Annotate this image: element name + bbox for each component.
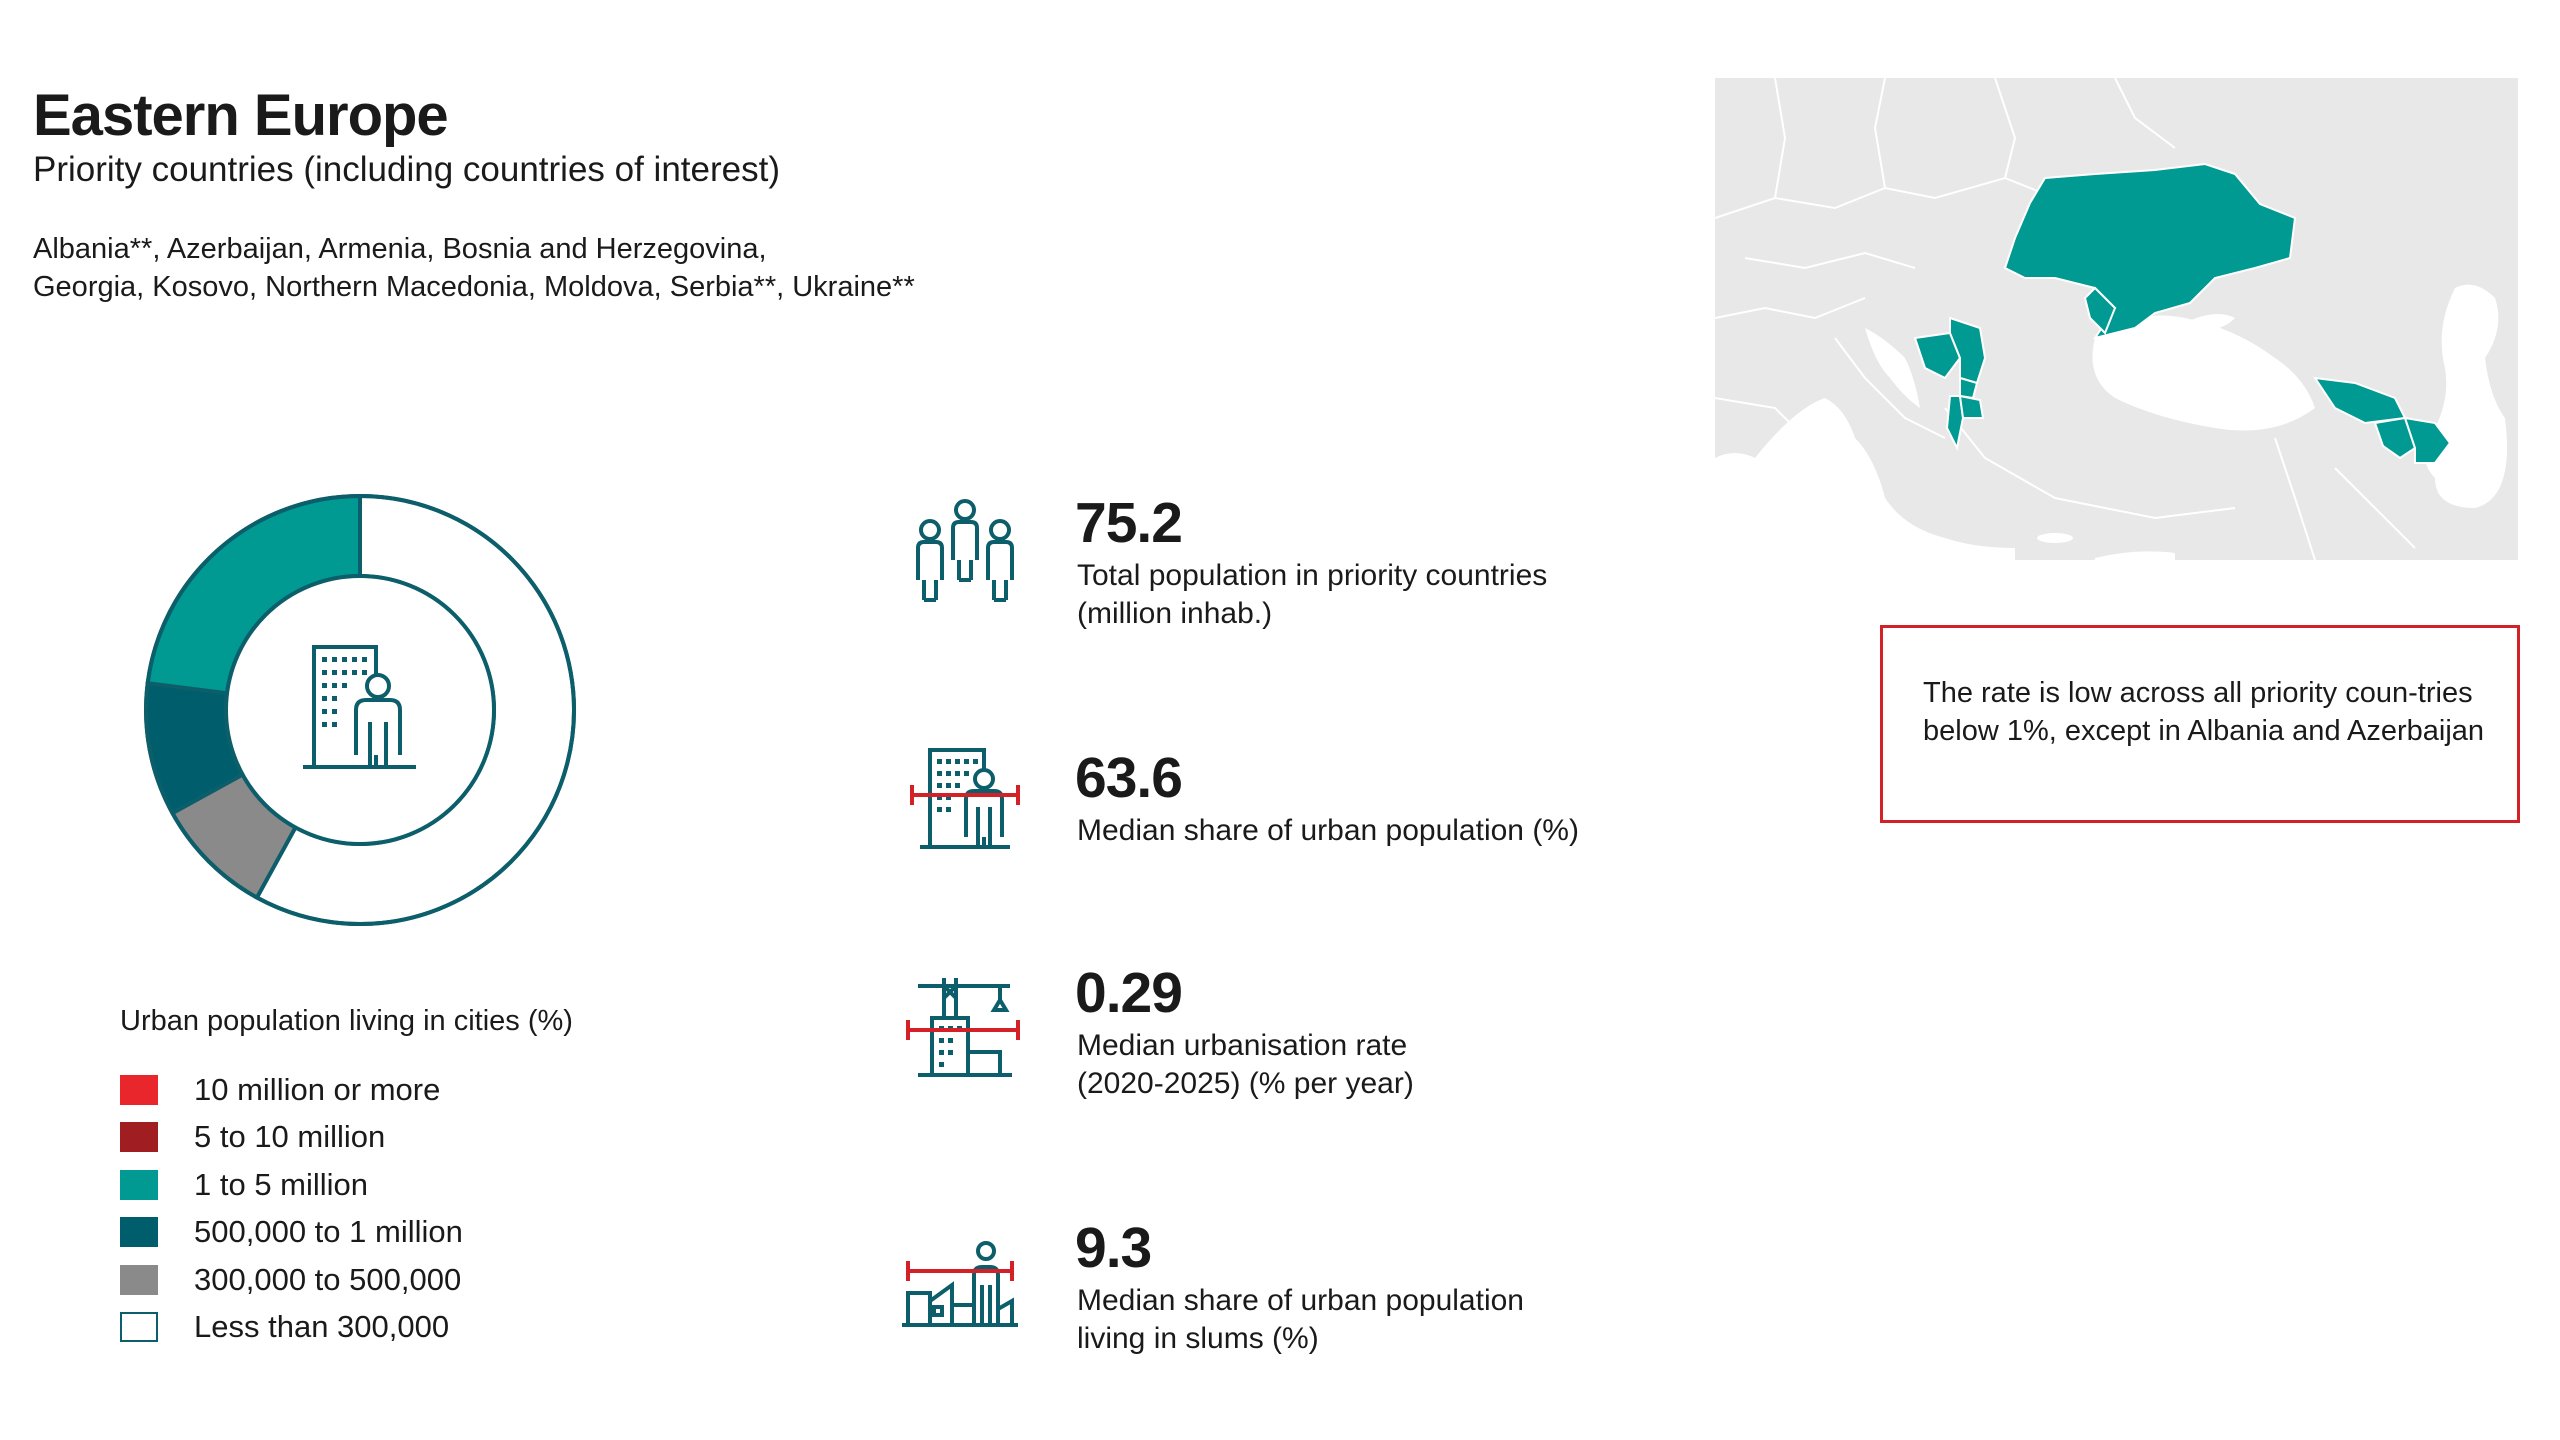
legend-swatch [120, 1122, 158, 1152]
map-ukraine [2005, 164, 2295, 338]
stat-value: 9.3 [1075, 1216, 1152, 1280]
stat-label-line-1: Median share of urban population (%) [1077, 814, 1579, 847]
legend-label: 500,000 to 1 million [194, 1214, 463, 1250]
stat-label-line-1: Median urbanisation rate [1077, 1029, 1408, 1062]
population-icon [900, 490, 1030, 620]
legend-item [120, 1256, 573, 1304]
stat-label-line-2: (million inhab.) [1077, 597, 1273, 630]
note-text: The rate is low across all priority coun-tries below 1%, except in Albania and Azerbaijan [1923, 677, 2485, 747]
countries-line-2: Georgia, Kosovo, Northern Macedonia, Moldova, Serbia**, Ukraine** [33, 271, 915, 303]
stat-label-line-2: (2020-2025) (% per year) [1077, 1067, 1414, 1100]
stat-label-line-1: Median share of urban population [1077, 1284, 1524, 1317]
stat-label [1077, 1282, 1697, 1358]
countries-line-1: Albania**, Azerbaijan, Armenia, Bosnia and Herzegovina, [33, 233, 767, 265]
legend-label: 10 million or more [194, 1071, 441, 1107]
legend-swatch [120, 1075, 158, 1105]
priority-countries-list [33, 230, 1083, 306]
slums-icon [900, 1215, 1030, 1345]
stat-label [1077, 812, 1697, 850]
legend-swatch [120, 1170, 158, 1200]
legend-swatch [120, 1265, 158, 1295]
stat-value: 0.29 [1075, 961, 1182, 1025]
eastern-europe-map [1715, 78, 2518, 560]
legend-item [120, 1066, 573, 1114]
urbanisation-note-box [1880, 625, 2520, 823]
legend-label: Less than 300,000 [194, 1309, 450, 1345]
legend-label: 5 to 10 million [194, 1119, 386, 1155]
page-title: Eastern Europe [33, 83, 448, 148]
legend-item [120, 1209, 573, 1257]
stat-label-line-2: living in slums (%) [1077, 1322, 1319, 1355]
stat-value: 63.6 [1075, 746, 1182, 810]
legend-swatch [120, 1217, 158, 1247]
urbanisation-crane-icon [900, 970, 1030, 1100]
stat-label [1077, 1027, 1697, 1103]
page-subtitle: Priority countries (including countries of interest) [33, 150, 780, 189]
map-north-macedonia [1960, 396, 1983, 418]
legend-label: 1 to 5 million [194, 1166, 369, 1202]
urban-share-icon [900, 745, 1030, 875]
legend-item [120, 1161, 573, 1209]
legend-items [120, 1066, 573, 1351]
donut-legend [120, 1005, 573, 1351]
legend-swatch [120, 1312, 158, 1342]
urban-population-donut-chart [120, 470, 600, 950]
stat-label [1077, 557, 1697, 633]
map-georgia [2315, 378, 2405, 423]
legend-title: Urban population living in cities (%) [120, 1005, 573, 1037]
stat-value: 75.2 [1075, 491, 1182, 555]
stat-label-line-1: Total population in priority countries [1077, 559, 1548, 592]
legend-item [120, 1304, 573, 1352]
legend-label: 300,000 to 500,000 [194, 1261, 462, 1297]
legend-item [120, 1114, 573, 1162]
